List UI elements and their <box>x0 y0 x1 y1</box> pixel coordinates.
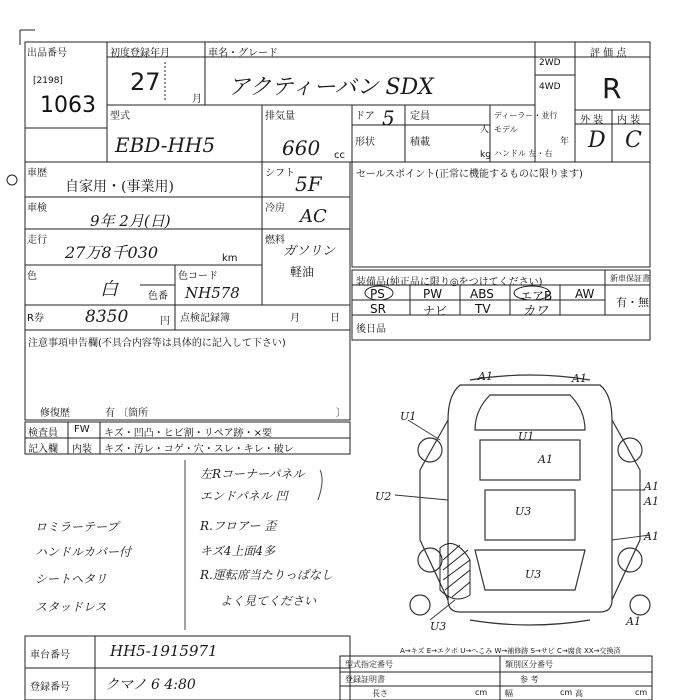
equip-leather: カワ <box>522 304 549 319</box>
type-designation-label: 型式指定番号 <box>345 660 393 669</box>
interior-label: 内 装 <box>617 115 641 126</box>
new-car-warranty-value: 有・無 <box>616 296 649 309</box>
damage-mark: A1 <box>644 495 659 508</box>
damage-mark: A1 <box>644 530 659 543</box>
interior-grade: C <box>625 128 642 153</box>
history-value: 自家用・(事業用) <box>65 179 174 195</box>
damage-mark: U3 <box>525 568 542 581</box>
color-value: 白 <box>100 279 118 300</box>
equip-aw: AW <box>575 287 595 301</box>
damage-mark: U1 <box>400 410 417 423</box>
equip-pw: PW <box>423 287 443 301</box>
record-month: 月 <box>290 313 300 324</box>
handwritten-note: R.フロアー 歪 <box>200 519 277 533</box>
displacement-unit: cc <box>334 150 345 161</box>
handwritten-note: 左Rコーナーパネル <box>200 467 305 481</box>
mileage-label: 走行 <box>27 235 47 246</box>
equip-tv: TV <box>475 302 491 316</box>
kg-unit: kg <box>480 150 491 160</box>
yen-unit: 円 <box>160 316 170 327</box>
first-registration-label: 初度登録年月 <box>110 48 170 59</box>
width-label: 幅 <box>505 689 513 698</box>
model-year-label: モデル <box>494 125 518 134</box>
fuel-alt: 軽油 <box>290 265 315 279</box>
notes-label: 注意事項申告欄(不具合内容等は具体的に記入して下さい) <box>28 338 286 349</box>
damage-mark: A1 <box>626 615 641 628</box>
equipment-label: 装備品(純正品に限り◎をつけてください) <box>356 277 543 288</box>
equipment-note: スタッドレス <box>35 600 107 614</box>
displacement-label: 排気量 <box>265 111 295 122</box>
load-label: 積載 <box>410 137 430 148</box>
car-name-label: 車名・グレード <box>208 48 278 59</box>
interior-inspect-label: 内装 <box>72 444 92 455</box>
fuel-label: 燃料 <box>265 235 285 246</box>
length-label: 長さ <box>372 689 388 698</box>
registration-value: クマノ 6 4:80 <box>105 677 196 693</box>
door-value: 5 <box>382 106 395 130</box>
shape-label: 形状 <box>355 137 375 148</box>
person-unit: 人 <box>480 125 490 135</box>
width-unit: cm <box>560 688 573 697</box>
fw-items: キズ・凹凸・ヒビ割・リペア跡・×要 <box>104 428 272 439</box>
inspector-label: 検査員 <box>28 428 58 439</box>
repair-history-label: 修復歴 <box>40 408 70 419</box>
inspection-label: 車検 <box>27 203 47 214</box>
color-number-label: 色番 <box>148 291 168 302</box>
door-label: ドア <box>355 111 375 122</box>
lot-number: 1063 <box>40 93 96 118</box>
equipment-note: ハンドルカバー付 <box>35 545 132 559</box>
km-unit: km <box>222 253 238 264</box>
rating-value: R <box>602 72 622 105</box>
handwritten-note: キズ4上面4多 <box>200 544 276 558</box>
handwritten-note: よく見てください <box>220 594 317 608</box>
aftermarket-label: 後日品 <box>356 324 386 335</box>
equip-sr: SR <box>370 302 386 316</box>
handwritten-note: エンドパネル 凹 <box>200 489 288 503</box>
vin-value: HH5-1915971 <box>110 642 218 660</box>
ac-label: 冷房 <box>265 203 285 214</box>
drive-2wd: 2WD <box>539 58 561 68</box>
car-name-value: アクティーバン SDX <box>228 75 434 100</box>
rating-label: 評 価 点 <box>590 48 627 59</box>
color-code-value: NH578 <box>185 284 240 302</box>
capacity-label: 定員 <box>410 111 430 122</box>
entry-label: 記入欄 <box>28 444 58 455</box>
ac-value: AC <box>300 206 327 227</box>
length-unit: cm <box>475 688 488 697</box>
damage-mark: U3 <box>515 505 532 518</box>
dealer-label: ディーラー・並行 <box>494 111 558 120</box>
equipment-note: シートヘタリ <box>35 572 108 586</box>
fw-label: FW <box>74 424 90 435</box>
lot-small-number: [2198] <box>33 76 63 86</box>
repair-history-value: 有 〔箇所 <box>105 408 149 419</box>
height-label: 高 <box>575 689 583 698</box>
month-unit: 月 <box>192 94 202 105</box>
recycle-label: R券 <box>27 313 44 324</box>
recycle-value: 8350 <box>85 307 129 327</box>
equip-abs: ABS <box>470 287 494 301</box>
shift-value: 5F <box>295 172 322 196</box>
height-unit: cm <box>635 688 648 697</box>
damage-mark: A1 <box>644 480 659 493</box>
sales-point-label: セールスポイント(正常に機能するものに限ります) <box>356 169 583 180</box>
new-car-warranty-label: 新車保証書 <box>610 274 650 283</box>
registration-label: 登録番号 <box>30 682 70 693</box>
warranty-record-label: 点検記録簿 <box>180 313 230 324</box>
damage-mark: U2 <box>375 490 392 503</box>
history-label: 車歴 <box>27 168 47 179</box>
mileage-value: 27万8千030 <box>65 243 159 262</box>
first-registration-year: 27 <box>130 68 161 96</box>
damage-mark: U1 <box>518 430 535 443</box>
fuel-value: ガソリン <box>283 244 336 259</box>
color-code-label: 色コード <box>178 271 218 282</box>
equip-ps: PS <box>370 287 385 301</box>
interior-inspect-items: キズ・汚レ・コゲ・穴・スレ・キレ・破レ <box>104 444 294 455</box>
exterior-label: 外 装 <box>580 115 604 126</box>
displacement-value: 660 <box>282 136 321 160</box>
damage-mark: A1 <box>538 453 553 466</box>
color-label: 色 <box>27 271 37 282</box>
damage-legend: A→キズ E→エクボ U→へこみ W→補修跡 S→サビ C→腐食 XX→交換済 <box>400 647 621 655</box>
equip-navi: ナビ <box>423 304 448 318</box>
reference-label: 参 考 <box>520 675 539 684</box>
lot-number-label: 出品番号 <box>27 48 67 59</box>
exterior-grade: D <box>588 128 606 153</box>
handle-label: ハンドル 左・右 <box>494 149 553 158</box>
year-unit: 年 <box>560 137 570 147</box>
model-type-value: EBD-HH5 <box>115 133 216 157</box>
class-number-label: 類別区分番号 <box>505 660 553 669</box>
damage-mark: A1 <box>478 370 493 383</box>
handwritten-note: R.運転席当たりっぱなし <box>200 568 333 582</box>
repair-history-end: 〕 <box>336 408 346 419</box>
drive-4wd: 4WD <box>539 82 561 92</box>
model-type-label: 型式 <box>110 111 130 122</box>
shift-label: シフト <box>265 168 295 179</box>
equipment-note: ロミラーテープ <box>35 520 119 534</box>
damage-mark: U3 <box>430 620 447 633</box>
record-day: 日 <box>330 313 340 324</box>
vin-label: 車台番号 <box>30 650 70 661</box>
equip-airbag: エアB <box>520 289 553 303</box>
cert-label: 登録証明書 <box>345 675 385 684</box>
damage-mark: A1 <box>572 372 587 385</box>
inspection-value: 9年 2月(日) <box>90 212 171 230</box>
